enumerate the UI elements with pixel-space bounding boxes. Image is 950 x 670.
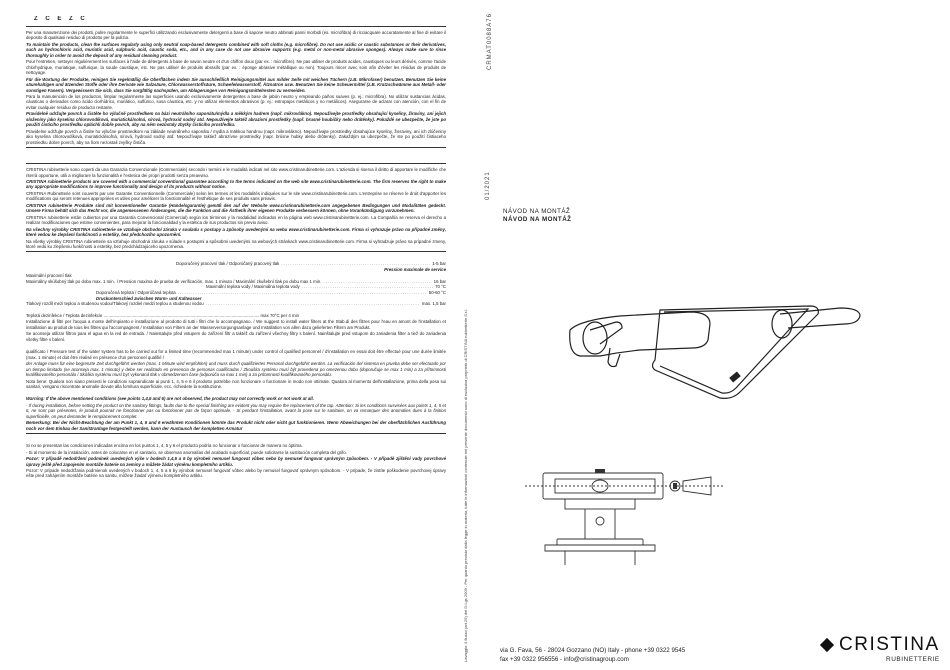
title-line-1: NÁVOD NA MONTÁŽ [503, 208, 571, 215]
tech-label: Tlakový rozdíl mezi teplou a studenou vodou/Tlakový rozdiel medzi teplou a studenou vodou [26, 301, 204, 307]
paragraph: CRISTINA rubinetterie sono coperti da una Garanzia Convenzionale (Commerciale) secondo i termini e le modalità indicati nel sito www.cristinarubinetterie.com. L'azienda si riserva il diritto di apportare le modifiche che riterrà opportune, utili a migliorare la funzionalità e l'estetica dei propri prodotti senza preavviso. [26, 167, 446, 178]
paragraph: Si no se presentan las condiciones indicadas encima en los puntos 1, 4, 5 y 6 el producto podría no funcionar o funcionar de manera no óptima. [26, 443, 303, 449]
paragraph: Per una manutenzione dei prodotti, pulire regolarmente le superfici utilizzando esclusivamente detergenti a base di sapone neutro abbinati panni morbidi (es. microfibra) di ricciacquare accuratamente al fine di evitare il deposito di qualsiasi residuo di prodotto per la pulizia. [26, 30, 446, 41]
tech-value: max. 1,5 bar [421, 301, 446, 307]
paragraph: CRISTINA Rubinetterie sont couverts par une Garantie Conventionnelle (Commerciale) selon les termes et les modalités indiquées sur le site www.cristinarubinetterie.com. L'entreprise se réserve le droit d'apporter les modifications qui seront retenues appropriées et utiles pour améliorer la fonctionnalité et l'esthétique de ses produits sans préavis. [26, 190, 446, 202]
brand-subtitle: RUBINETTERIE [886, 656, 940, 663]
tech-label: / Pression maxima de prueba de verificación, max. 1 minuto / Maximální zkušební tlak po dobu max 1 min. [116, 278, 322, 284]
tech-value: 70 °C [435, 284, 446, 290]
brand-name: CRISTINA [839, 634, 940, 655]
paragraph: To maintain the products, clean the surfaces regularly using only neutral soap-based detergents combined with soft cloths (e.g. microfibre). Do not use acidic or caustic substances or their derivatives, such as hydrochloric acid, muriatic acid, sulphuric acid, caustic soda, etc., and in any case do not use abrasive supports (e.g. metal or non-metal abrasive sponges). Always make sure to rinse thoroughly in order to avoid the deposit of any residual cleaning product. [26, 41, 446, 58]
final-notes-section [26, 443, 446, 479]
document-code: CRMAT0088A76 [487, 13, 493, 70]
paragraph: Warning: If the above mentioned conditions (see points 1,4,5 and 6) are not observed, the product may not correctly work or not work at all. [26, 396, 314, 402]
paragraph: CRISTINA rubinetterie products are covered with a commercial conventional guarantee according to the terms indicated on the web site www.cristinarubinetterie.com. The firm reserves the right to make any appropriate modifications to improve functionality and design of its products without notice. [26, 178, 446, 190]
tech-label: Doporučená teplota / Odporúčaná teplota [96, 289, 176, 295]
paragraph: Für die Wartung der Produkte, reinigen Sie regelmäßig die Oberflächen indem Sie ausschließlich Reinigungsmittel aus milder Seife mit weichen Tüchern (z.B. Mikrofaser) benutzen. Benutzen Sie keine säurehaltigen und ätzenden Stoffe oder ihre Derivate wie Salzsäure, Chlorwasserstoffsäure, Schwefelwasserstoff, Ätznatron usw. Benutzen Sie keine Scheuermittel (z.B. Kratzschwämme aus Metall- oder sonstigen Fasern). Vergewissern Sie sich, dass Sie sorgfältig nachspülen, um Ablagerungen von Reinigungsmittelresten zu vermeiden. [26, 76, 446, 93]
paragraph: Pour l'entretien, nettoyer régulièrement les surfaces à l'aide de détergents à base de savon neutre et d'un chiffon doux (par ex. : microfibre). Ne pas utiliser de produits acides, caustiques ou leurs dérivés, comme l'acide chlorhydrique, muriatique, sulfurique, la soude caustique, etc. Ne pas utiliser de produits abrasifs (par ex. : éponge abrasive métallique ou non). Toujours rincer avec soin afin d'éviter les résidus de produits de nettoyage. [26, 59, 446, 76]
maintenance-section [26, 30, 446, 145]
qualified-section [26, 349, 446, 389]
divider [26, 26, 446, 27]
paragraph: Para la manutención de los productos, limpiar regularmente las superficies usando exclusivamente detergentes a base de jabón neutro y empleando paños suaves (p. ej.: microfibra). No utilizar sustancias ácidas, cáusticas o derivados como ácido clorhídrico, muriático, sulfúrico, sosa cáustica, etc. y no utilizar elementos abrasivos (p. ej.: estropajos metálicos y no metálicos). Asegurarse de aclarar con atención, con el fin de evitar cualquier residuo de producto restante. [26, 93, 446, 110]
divider [26, 147, 446, 148]
paragraph: - If during installation, before setting the product on the sanitary fittings, faults due to the special finishing are evident you may require the replacement of the tap. Attention: Si les conditions susvisées aux points 1, 4, 5 et 6, ne sont pas présentes, le produit pourrait ne fonctionner pas ou fonctionner pas de façon optimale. - Si pendant l'installation, avant la pose sur le sanitaire, on va remarquer des anomalies dues à la finition superficielle, on peut demander le remplacement complet. [26, 402, 446, 419]
faucet-illustration [560, 300, 880, 410]
paragraph: Na všechny výrobky CRISTINA rubinetterie se vztahuje obchodní záruka v souladu s postupy a způsoby uvedenými na webu www.cristinarubinetterie.com. Firma si vyhrazuje právo na případné změny, které vedou ke zlepšení funkčnosti a estetiky, bez předchozího upozornění. [26, 226, 446, 238]
paragraph: qualificato / Pressure test of the water system has to be carried out for a limited time (recommended max 1 minute) under control of qualified personnel / d'installation en essai doit être effectué pour une durée limitée (max. 1 minute) et doit être réalisé en présence d'un personnel qualifié / [26, 349, 446, 360]
instructions-column [26, 16, 446, 666]
title-line-2: NÁVOD NA MONTÁŽ [503, 216, 572, 223]
paragraph: CRISTINA rubinetterie están cubiertos por una Garantía Convencional (Comercial) según los términos y la modalidad indicados en la página web www.cristinarubinetterie.com. La Compañía se reserva el derecho a realizar modificaciones que estime convenientes, para mejorar la funcionalidad y la estética de sus productos sin previo aviso. [26, 214, 446, 226]
paragraph: Bemerkung: Bei der Nicht-Beachtung der am Punkt 1, 4, 5 und 6 erwähnten Konditionen könnte das Produkt nicht oder nicht gut funktionieren. Wenn Abweichungen bei der oberflächlichen Ausführung noch vor dem Einbau der Sanitäranlage festgestellt werden, kann der Austausch der kompletten Armatur [26, 420, 446, 431]
paragraph: Pozor: V případě nedodržení podmínek uvedených výše v bodech 1,4,5 a 6 by výrobek nemusel fungovat vůbec nebo by nemusel fungovat správným způsobem. - V případě zjištění vady povrchové úpravy ještě před zapojením montáže baterie na zeminy a můžete žádat výměnu kompletního artiklu. [26, 456, 446, 467]
document-date: 01/2021 [485, 171, 491, 200]
technical-data [26, 261, 446, 307]
tech-label: Maximálny skúšobný tlak po dobu max. 1 min. [26, 278, 115, 284]
warnings-section [26, 396, 446, 431]
divider [26, 433, 446, 434]
paragraph: Pravidelne udržujte povrch a čistite ho výlučne prostriedkom na základe neutrálneho saponátu / mydla a mäkkou handrou (napr. mikrovlákno). Nepoužívajte prostriedky obsahujúce kyseliny, žieraviny, ani ich zlúčeniny ako kyselina chlorovodíková, muriatická/soľná, sírová, hydroxid sodný atď. Nepoužívajte taktiež abrazívne prostriedky (napr. brúsne hubky alebo drôtenky). Zakaždým sa ubezpečte, že ste po použití čistiaceho prostriedku dobre povrch, aby na ňom nezostali zvyšky čističa. [26, 128, 446, 145]
installation-diagram [525, 455, 725, 575]
paragraph: Installazione di filtri per l'acqua a monte dell'impianto e installazione al prodotto di tutti i filtri che lo accompagnano. / We suggest to install water filters at the Stab.di des filtres pour l'eau en amont de l'installation et installation au produit de tous les filtres qui l'accompagnent / Installation von Filtern an der Wasserversorgungsanlage und Installation von allen dazu gelieferten Filtern am Produkt. [26, 319, 446, 330]
tech-value: 16 bar [433, 278, 446, 284]
paragraph: CRISTINA rubinetterie Produkte sind mit konventioneller Garantie (Handelsgarantie) gemäß den auf der Website www.cristinarubinetterie.com angegebenen Bedingungen und Modalitäten gedeckt. Unsere Firma behält sich das Recht vor, die angemessenen Änderungen, die die Funktion und die Ästhetik ihrer eigenen Produkte verbessern können, ohne Vorankündigung vorzunehmen. [26, 202, 446, 214]
manual-title [503, 208, 571, 224]
paragraph: Teplotá dezinfekce / Teplota dezinfekcie ................................................................................................................................. max 70°C per 4 min [26, 313, 299, 319]
tech-label: Maximální pracovní tlak [26, 272, 72, 278]
paragraph: Pravidelně udržujte povrch a čistěte ho výlučně prostředkem na bázi neutrálního saponátu/mýdla a měkkým hadrem (např. mikrovlákno). Nepoužívejte prostředky obsahující kyseliny, žíraviny, ani jejich složeniny jako kyselina chlorovodíková, muriatická/solná, sírová, hydroxid sodný atd. Nepoužívejte taktéž abrazivní prostředky (např. brusné houbičky nebo drátěnky). Pokaždé se ubezpečte, že jste po použití čisticího prostředku opláchli dobře povrch, aby na něm nezůstaly zbytky čisticího prostředku. [26, 111, 446, 128]
address-line-1: via G. Fava, 56 - 28024 Gozzano (NO) Italy - phone +39 0322 9545 [500, 647, 686, 654]
address-line-2: fax +39 0322 956556 - info@cristinagroup.com [500, 655, 629, 663]
paragraph: Na všetky výrobky CRISTINA rubinetterie sa vzťahuje obchodná záruka v súlade s postupmi a spôsobmi uvedenými na webových stránkach www.cristinarubinetterie.com. Firma si vyhradzuje právo na prípadné zmeny, ktoré vedú ku zlepšeniu funkčnosti a estetiky, bez predchádzajúceho upozornenia. [26, 238, 446, 249]
tech-label: Maximální teplota vody / Maximálna teplota vody [206, 284, 300, 290]
vertical-legal-note: Lavaggio: il flusso (art.25) del D.Lgs 2009 - Per quanto previsto dalla legge in materia, tutte le informazioni contenute nel presente documento sono di esclusiva proprietà di CRISTINA rubinetterie S.r.l. [463, 308, 468, 662]
tech-subtitle: Pression maximale de service [384, 267, 446, 273]
paragraph: - Si al momento de la instalación, antes de colocarse en el sanitario, se observan anomalías del acabado superficial, puede solicitarse la sustitución completa del grifo. [26, 449, 347, 455]
installation-section [26, 313, 446, 342]
divider [26, 163, 446, 164]
paragraph: Nota bene: Qualora non siano presenti le condizioni sopraindicate ai punti 1, 4, 5 e 6 il prodotto potrebbe non funzionare o funzionare in modo non ottimale. Qualora al momento dell'installazione, prima della posa sui sanitari, vengano riscontrate anomalie dovute alla fornitura superficiale, ecc. richiedete la sostituzione. [26, 378, 446, 390]
divider [26, 251, 446, 252]
tech-value: 1-5 bar [432, 261, 446, 267]
tech-label: Doporučený pracovní tlak / Odporúčaný pracovný tlak [176, 261, 280, 267]
tech-value: 50-60 °C [428, 289, 446, 295]
company-address [500, 647, 685, 664]
warranty-section [26, 167, 446, 249]
paragraph: der Anlage muss für eine begrenzte Zeit durchgeführt werden (max. 1 Minute wird empfohlen) und muss durch qualifiziertes Personal durchgeführt werden. La verificación del sistema en prueba debe ser efectuado por un tiempo limitado (se aconseja max. 1 minuto) y debe ser realizado en presencia de personas cualificadas / Zkouška systému musí být provedena po omezenou dobu (doporučuje se max 1 min) a za přítomnosti kvalifikovaného personálu / Skúška systému musí byť vykonaná tlak v obmedzenom čase (odporúča sa max 1 min) a za prítomnosti kvalifikovaného personálu. [26, 361, 446, 378]
paragraph: Se aconseja utilizar filtros para el agua en la red de entrada. / Nainstalujte před vstupem do zařízení filtr a taktéž do zařízení všechny filtry s balení. Nainštalujte pred vstupom do zariadenia filter a tiež do zariadenia všetky filtre s balení. [26, 331, 446, 342]
logo-diamond-icon [820, 638, 834, 652]
paragraph: Pozor: V prípade nedodržania podmienok uvedených v bodoch 1, 4, 5 a 6 by výrobok nemusel fungovať vôbec alebo by nemusel fungovať správnym spôsobom. - V prípade, že zistíte poškodenie povrchovej úpravy ešte pred zahájením montáže batérie na sanitu, môžete žiadať výmenu kompletného artiklu. [26, 468, 446, 479]
brand-logo [822, 634, 940, 663]
language-header: Ž Č E Ž Č [34, 16, 88, 22]
tech-heading: Druckunterschied zwischen Warm- und Kaltwasser [96, 295, 202, 301]
